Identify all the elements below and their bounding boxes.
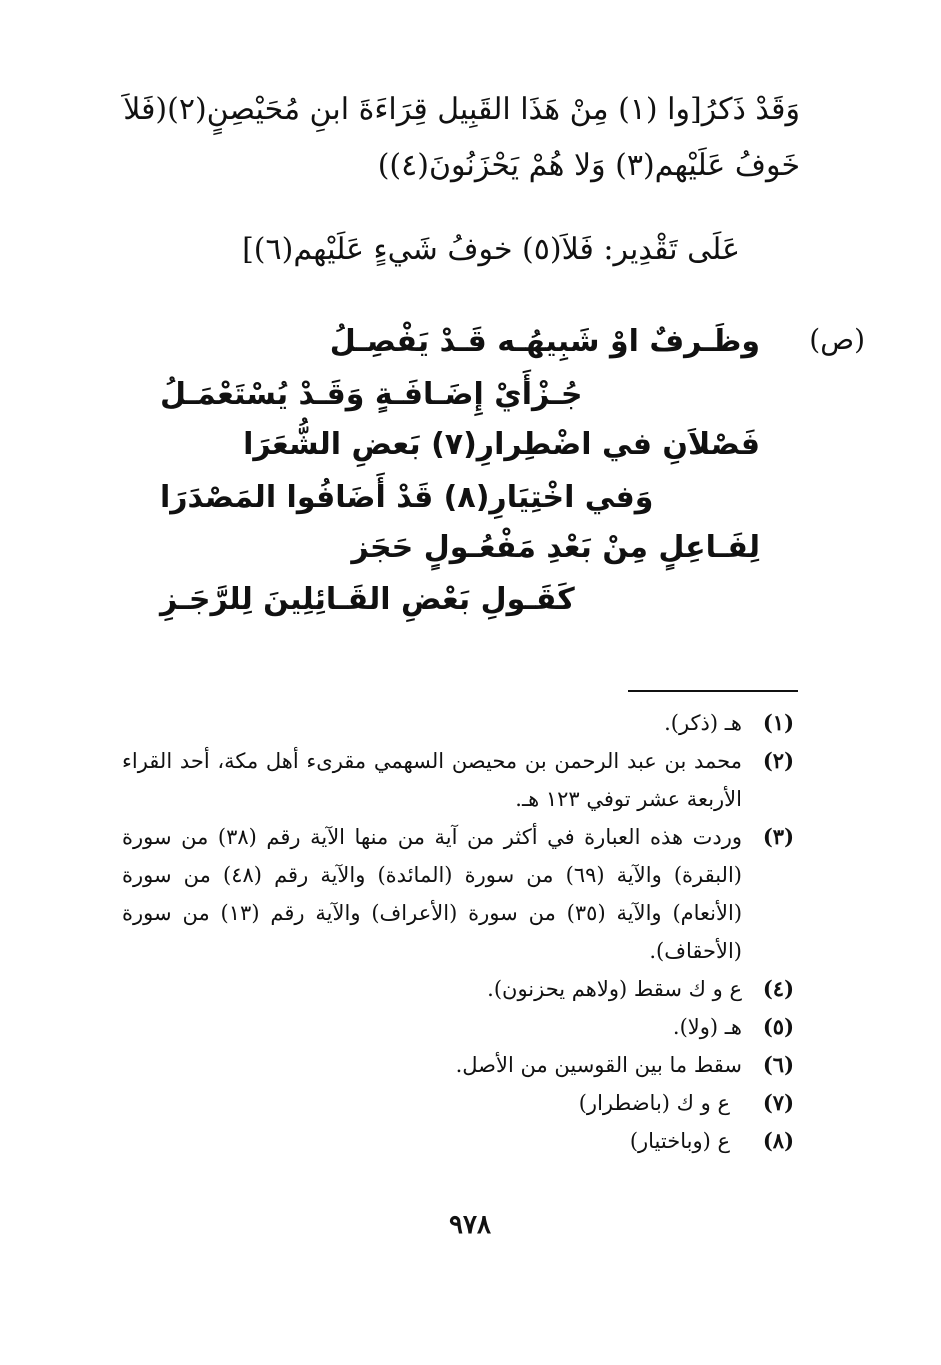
hemistich-text: لِفَـاعِلٍ مِنْ بَعْدِ مَفْعُـولٍ حَجَز (351, 530, 760, 565)
footnote-4 (122, 970, 794, 1008)
main-paragraph-1 (120, 82, 800, 194)
verse-line-1-second-hemistich (160, 375, 760, 415)
main-paragraph-1-line-1: وَقَدْ ذَكرُ[وا (١) مِنْ هَذَا القَبِيل قِرَاءَةَ ابنِ مُحَيْصِنٍ(٢)(فَلاَ (123, 92, 800, 127)
footnote-text: محمد بن عبد الرحمن بن محيصن السهمي مقرىء أهل مكة، أحد القراء الأربعة عشر توفي ١٢٣ هـ. (122, 749, 742, 811)
verse-line-2-first-hemistich (160, 425, 760, 465)
hemistich-text: جُـزْأَيْ إِضَـافَـةٍ وَقَـدْ يُسْتَعْمَـلُ (160, 377, 583, 412)
footnote-number: (٥) (762, 1014, 794, 1039)
footnote-6 (122, 1046, 794, 1084)
hemistich-text: وظَـرفٌ اوْ شَبِيهُـه قَـدْ يَفْصِـلُ (329, 324, 760, 359)
footnote-number: (١) (762, 710, 794, 735)
verse-line-3-first-hemistich (160, 528, 760, 568)
footnote-number: (٨) (762, 1128, 794, 1153)
verse-line-2-second-hemistich (160, 478, 760, 518)
verse-label: (ص) (809, 323, 865, 356)
footnote-number: (٦) (762, 1052, 794, 1077)
footnote-7 (122, 1084, 794, 1122)
footnote-1 (122, 704, 794, 742)
footnote-number: (٢) (762, 748, 794, 773)
footnote-number: (٣) (762, 824, 794, 849)
footnote-number: (٤) (762, 976, 794, 1001)
footnote-5 (122, 1008, 794, 1046)
footnote-number: (٧) (762, 1090, 794, 1115)
main-paragraph-1-line-2: خَوفُ عَلَيْهم(٣) وَلا هُمْ يَحْزَنُونَ(٤)) (377, 148, 800, 183)
footnote-text: هـ (ذكر). (664, 711, 742, 735)
main-paragraph-2: عَلَى تَقْدِير: فَلاَ(٥) خوفُ شَيءٍ عَلَيْهم(٦)] (242, 232, 740, 267)
footnote-2 (122, 742, 794, 818)
footnote-8 (122, 1122, 794, 1160)
verse-line-3-second-hemistich (160, 580, 760, 620)
verse-line-1-first-hemistich (160, 322, 760, 362)
footnote-text: ع (وباختيار) (629, 1129, 730, 1153)
footnote-separator (628, 690, 798, 692)
page-number: ٩٧٨ (449, 1210, 491, 1240)
hemistich-text: فَصْلاَنِ في اضْطِرارِ(٧) بَعضِ الشُّعَرَا (243, 427, 760, 462)
footnotes (122, 704, 794, 1160)
footnote-text: وردت هذه العبارة في أكثر من آية من منها الآية رقم (٣٨) من سورة (البقرة) والآية (٦٩) من سورة (المائدة) والآية رقم (٤٨) من سورة (الأنعام) والآية (٣٥) من سورة (الأعراف) والآية رقم (١٣) من سورة (الأحقاف). (122, 825, 743, 963)
footnote-text: هـ (ولا). (672, 1015, 742, 1039)
footnote-text: ع و ك (باضطرار) (578, 1091, 730, 1115)
footnote-text: سقط ما بين القوسين من الأصل. (455, 1053, 742, 1077)
footnote-text: ع و ك سقط (ولاهم يحزنون). (487, 977, 742, 1001)
hemistich-text: وَفي اخْتِيَارِ(٨) قَدْ أَضَافُوا المَصْدَرَا (160, 480, 654, 515)
hemistich-text: كَقَـولِ بَعْضِ القَـائِلِينَ لِلرَّجَـزِ (160, 582, 575, 617)
footnote-3 (122, 818, 794, 970)
